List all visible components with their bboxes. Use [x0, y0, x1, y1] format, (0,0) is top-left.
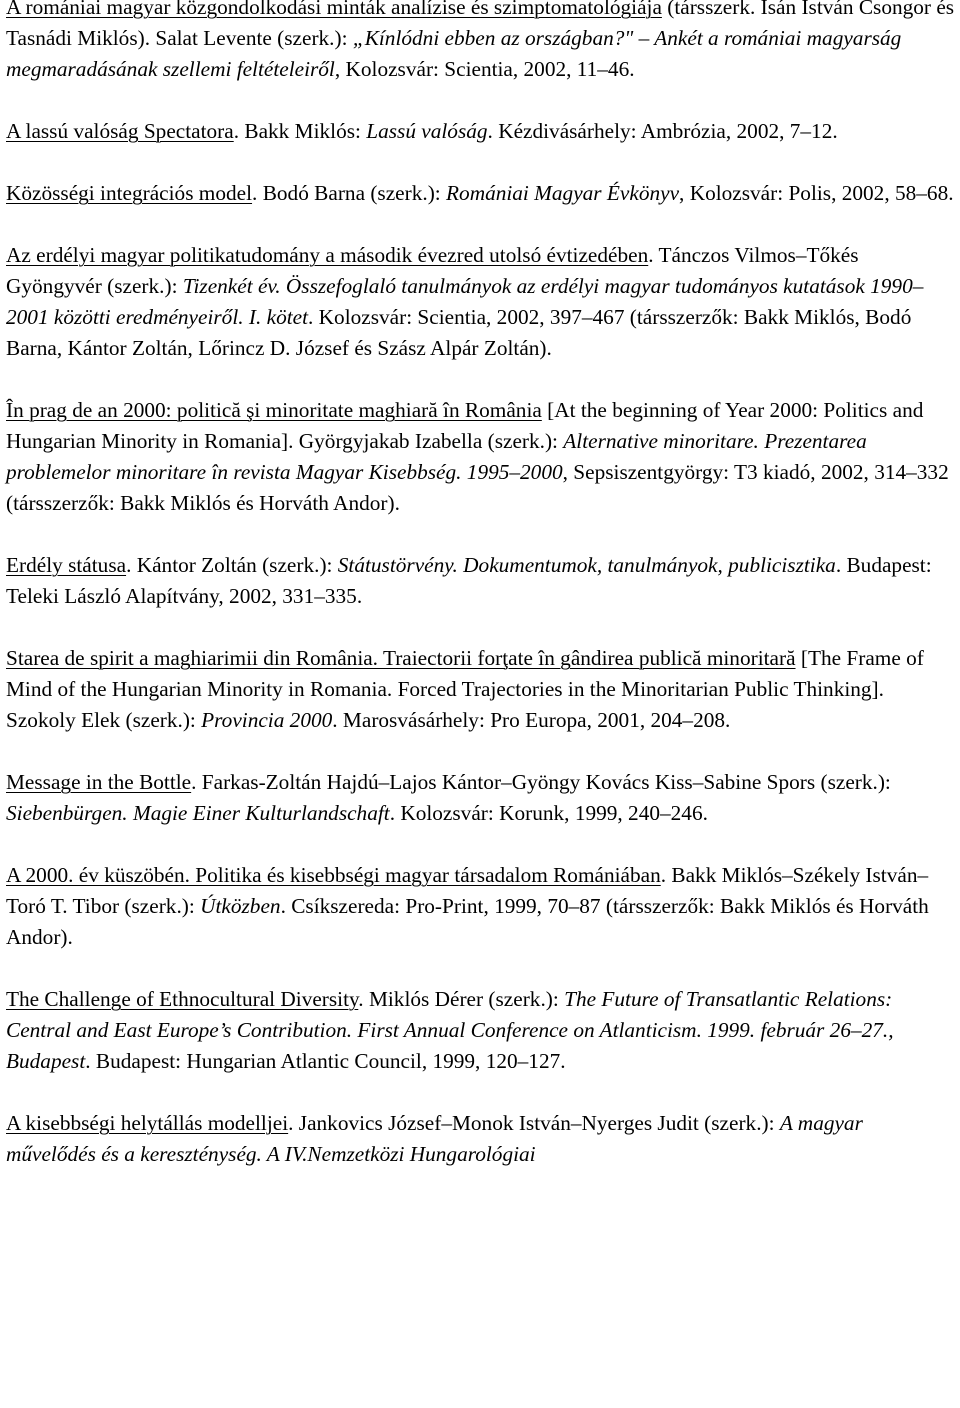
entry-title-link[interactable]: Közösségi integrációs model [6, 181, 253, 205]
bibliography-entry [6, 178, 958, 209]
entry-publication: , Kolozsvár: Scientia, 2002, 11–46. [334, 57, 635, 81]
entry-publication: . Budapest: Teleki László Alapítvány, 2002, 331–335. [6, 553, 932, 608]
entry-source: Lassú valóság [366, 119, 488, 143]
entry-authors: . Bakk Miklós–Székely István–Toró T. Tibor (szerk.): [6, 863, 929, 918]
entry-source: Státustörvény. Dokumentumok, tanulmányok, publicisztika [337, 553, 836, 577]
entry-publication: . Kézdivásárhely: Ambrózia, 2002, 7–12. [487, 119, 838, 143]
entry-title-link[interactable]: The Challenge of Ethnocultural Diversity [6, 987, 359, 1011]
entry-authors: . Jankovics József–Monok István–Nyerges Judit (szerk.): [288, 1111, 780, 1135]
entry-source: Siebenbürgen. Magie Einer Kulturlandschaft [6, 801, 390, 825]
entry-source: The Future of Transatlantic Relations: Central and East Europe’s Contribution. First Annual Conference on Atlanticism. 1999. február 26–27., Budapest [6, 987, 894, 1073]
entry-publication: . Csíkszereda: Pro-Print, 1999, 70–87 (társszerzők: Bakk Miklós és Horváth Andor). [6, 894, 929, 949]
entry-title-link[interactable]: Message in the Bottle [6, 770, 192, 794]
entry-authors: . Tánczos Vilmos–Tőkés Gyöngyvér (szerk.): [6, 243, 859, 298]
bibliography-page [6, 0, 958, 1170]
entry-publication: . Kolozsvár: Korunk, 1999, 240–246. [389, 801, 708, 825]
entry-authors: . Miklós Dérer (szerk.): [358, 987, 565, 1011]
entry-publication: , Sepsiszentgyörgy: T3 kiadó, 2002, 314–332 (társszerzők: Bakk Miklós és Horváth Andor). [6, 460, 949, 515]
entry-source: Alternative minoritare. Prezentarea problemelor minoritare în revista Magyar Kisebbség. 1995–2000 [6, 429, 867, 484]
entry-source: Provincia 2000 [201, 708, 333, 732]
entry-source: Romániai Magyar Évkönyv [446, 181, 680, 205]
entry-authors: [At the beginning of Year 2000: Politics and Hungarian Minority in Romania]. Györgyjakab Izabella (szerk.): [6, 398, 924, 453]
entry-authors: . Bakk Miklós: [233, 119, 367, 143]
entry-title-link[interactable]: Erdély státusa [6, 553, 127, 577]
entry-source: „Kínlódni ebben az országban?" – Ankét a romániai magyarság megmaradásának szellemi feltételeiről [6, 26, 902, 81]
entry-publication: . Budapest: Hungarian Atlantic Council, 1999, 120–127. [85, 1049, 566, 1073]
entry-publication: . Marosvásárhely: Pro Europa, 2001, 204–208. [332, 708, 731, 732]
bibliography-entry [6, 550, 958, 612]
entry-source: Útközben [200, 894, 281, 918]
entry-title-link[interactable]: A kisebbségi helytállás modelljei [6, 1111, 289, 1135]
bibliography-entry [6, 1108, 958, 1170]
bibliography-entry [6, 643, 958, 736]
bibliography-entry [6, 0, 958, 85]
bibliography-entry [6, 767, 958, 829]
entry-title-link[interactable]: A romániai magyar közgondolkodási minták analízise és szimptomatológiája [6, 0, 662, 19]
entry-title-link[interactable]: Starea de spirit a maghiarimii din România. Traiectorii forţate în gândirea publică minoritară [6, 646, 796, 670]
entry-authors: . Kántor Zoltán (szerk.): [126, 553, 338, 577]
entry-title-link[interactable]: A lassú valóság Spectatora [6, 119, 234, 143]
entry-source: A magyar művelődés és a kereszténység. A IV.Nemzetközi Hungarológiai [6, 1111, 863, 1166]
bibliography-entry [6, 860, 958, 953]
entry-title-link[interactable]: În prag de an 2000: politică şi minoritate maghiară în România [6, 398, 542, 422]
entry-title-link[interactable]: Az erdélyi magyar politikatudomány a második évezred utolsó évtizedében [6, 243, 649, 267]
entry-authors: [The Frame of Mind of the Hungarian Minority in Romania. Forced Trajectories in the Minoritarian Public Thinking]. Szokoly Elek (szerk.): [6, 646, 924, 732]
entry-publication: , Kolozsvár: Polis, 2002, 58–68. [679, 181, 954, 205]
entry-authors: . Farkas-Zoltán Hajdú–Lajos Kántor–Gyöngy Kovács Kiss–Sabine Spors (szerk.): [191, 770, 891, 794]
bibliography-entry [6, 116, 958, 147]
entry-authors: . Bodó Barna (szerk.): [252, 181, 447, 205]
entry-authors: (társszerk. Isán István Csongor és Tasnádi Miklós). Salat Levente (szerk.): [6, 0, 955, 50]
bibliography-entry [6, 240, 958, 364]
bibliography-entry [6, 395, 958, 519]
entry-source: Tizenkét év. Összefoglaló tanulmányok az erdélyi magyar tudományos kutatások 1990–2001 közötti eredményeiről. I. kötet [6, 274, 924, 329]
bibliography-entry [6, 984, 958, 1077]
entry-publication: . Kolozsvár: Scientia, 2002, 397–467 (társszerzők: Bakk Miklós, Bodó Barna, Kántor Zoltán, Lőrincz D. József és Szász Alpár Zoltán). [6, 305, 912, 360]
entry-title-link[interactable]: A 2000. év küszöbén. Politika és kisebbségi magyar társadalom Romániában [6, 863, 661, 887]
